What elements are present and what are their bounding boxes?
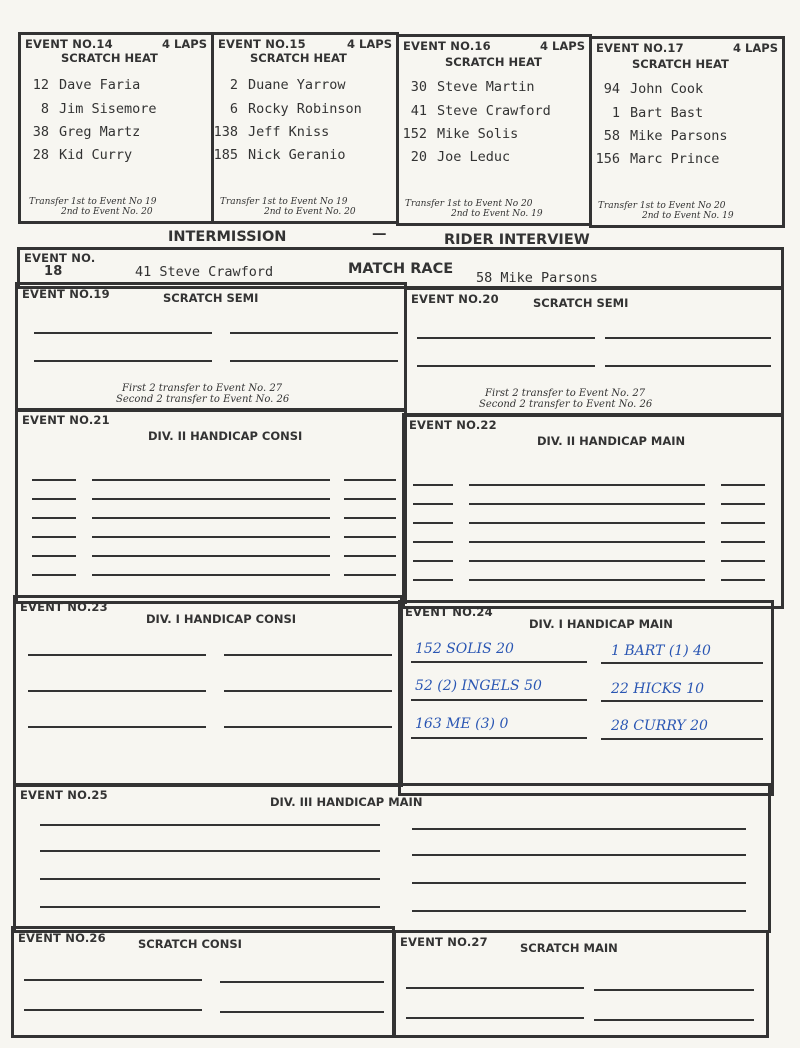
event-24-header: EVENT NO.24 <box>405 605 493 619</box>
event-17-box <box>589 36 785 228</box>
event-26-header: EVENT NO.26 <box>18 931 106 945</box>
entry-line <box>594 989 754 991</box>
entry-line <box>32 517 76 519</box>
event-27-type: SCRATCH MAIN <box>520 941 618 955</box>
entry-line <box>469 541 705 543</box>
event-16-box <box>396 34 592 226</box>
entry-line <box>469 522 705 524</box>
event-20-header: EVENT NO.20 <box>411 292 499 306</box>
entry-line <box>469 503 705 505</box>
rider-row: 138 Jeff Kniss <box>213 124 330 140</box>
entry-line <box>32 555 76 557</box>
entry-line <box>412 854 746 856</box>
entry-line <box>92 498 330 500</box>
transfer-note-2: Second 2 transfer to Event No. 26 <box>116 394 290 405</box>
event-15-box <box>211 32 399 224</box>
rider-row: 1 Bart Bast <box>611 105 704 121</box>
entry-line <box>721 579 765 581</box>
entry-line <box>28 654 206 656</box>
entry-line <box>413 560 453 562</box>
event-26-box <box>11 926 395 1038</box>
event-19-type: SCRATCH SEMI <box>163 291 259 305</box>
entry-line <box>594 1019 754 1021</box>
entry-line <box>92 536 330 538</box>
entry-line <box>721 541 765 543</box>
entry-line <box>344 517 396 519</box>
entry-line <box>721 560 765 562</box>
event-18-number: 18 <box>44 264 63 279</box>
match-race-title: MATCH RACE <box>348 261 454 277</box>
rider-row: 152 Mike Solis <box>402 126 519 142</box>
entry-line <box>40 824 380 826</box>
event-24-type: DIV. I HANDICAP MAIN <box>529 617 673 631</box>
event-21-box <box>15 408 407 604</box>
rider-row: 12 Dave Faria <box>32 77 141 93</box>
event-22-header: EVENT NO.22 <box>409 418 497 432</box>
entry-line <box>469 560 705 562</box>
rider-interview-label: RIDER INTERVIEW <box>444 232 590 248</box>
event-16-type: SCRATCH HEAT <box>445 55 542 69</box>
entry-line <box>721 522 765 524</box>
entry-line <box>413 541 453 543</box>
event-27-box <box>393 930 769 1038</box>
entry-line <box>344 555 396 557</box>
intermission-dash: — <box>372 226 387 242</box>
event-14-header: EVENT NO.14 <box>25 37 113 51</box>
entry-line <box>40 878 380 880</box>
entry-line <box>92 479 330 481</box>
rider-row: 6 Rocky Robinson <box>229 101 362 117</box>
transfer-note-1: Transfer 1st to Event No 19 <box>29 197 157 207</box>
handwritten-entry-right: 22 HICKS 10 <box>611 681 705 697</box>
transfer-note-2: Second 2 transfer to Event No. 26 <box>479 399 653 410</box>
handwritten-entry-right: 28 CURRY 20 <box>611 718 708 734</box>
entry-line <box>413 579 453 581</box>
transfer-note-1: Transfer 1st to Event No 20 <box>598 201 726 211</box>
event-25-header: EVENT NO.25 <box>20 788 108 802</box>
entry-line <box>28 690 206 692</box>
handwritten-entry-left: 152 SOLIS 20 <box>415 641 514 657</box>
entry-line <box>344 536 396 538</box>
event-19-box <box>15 282 407 412</box>
match-rider-2: 58 Mike Parsons <box>476 270 598 286</box>
transfer-note-2: 2nd to Event No. 20 <box>61 207 153 217</box>
event-22-type: DIV. II HANDICAP MAIN <box>537 434 686 448</box>
entry-line <box>92 517 330 519</box>
entry-line <box>224 654 392 656</box>
event-17-header: EVENT NO.17 <box>596 41 684 55</box>
entry-line <box>406 1017 584 1019</box>
event-14-laps: 4 LAPS <box>162 37 207 51</box>
entry-line <box>417 365 595 367</box>
entry-line <box>24 1009 202 1011</box>
match-rider-1: 41 Steve Crawford <box>135 264 274 280</box>
event-20-type: SCRATCH SEMI <box>533 296 629 310</box>
rider-row: 41 Steve Crawford <box>410 103 551 119</box>
entry-line <box>220 981 384 983</box>
transfer-note-1: First 2 transfer to Event No. 27 <box>485 388 646 399</box>
entry-line <box>230 360 398 362</box>
event-18-header: EVENT NO. <box>24 251 96 265</box>
transfer-note-1: Transfer 1st to Event No 19 <box>220 197 348 207</box>
event-20-box <box>404 287 784 417</box>
event-26-type: SCRATCH CONSI <box>138 937 242 951</box>
event-24-box <box>398 600 774 796</box>
transfer-note-2: 2nd to Event No. 19 <box>451 209 543 219</box>
entry-line <box>34 332 212 334</box>
event-23-type: DIV. I HANDICAP CONSI <box>146 612 297 626</box>
rider-row: 38 Greg Martz <box>32 124 141 140</box>
entry-line <box>344 574 396 576</box>
event-14-box <box>18 32 214 224</box>
entry-line <box>32 498 76 500</box>
rider-row: 156 Marc Prince <box>595 151 720 167</box>
event-15-type: SCRATCH HEAT <box>250 51 347 65</box>
entry-line <box>224 690 392 692</box>
entry-line <box>32 574 76 576</box>
entry-line <box>411 737 587 739</box>
entry-line <box>411 661 587 663</box>
rider-row: 94 John Cook <box>603 81 704 97</box>
entry-line <box>40 850 380 852</box>
rider-row: 8 Jim Sisemore <box>40 101 157 117</box>
entry-line <box>412 882 746 884</box>
event-23-box <box>13 595 403 787</box>
entry-line <box>32 479 76 481</box>
rider-row: 185 Nick Geranio <box>213 147 346 163</box>
event-23-header: EVENT NO.23 <box>20 600 108 614</box>
event-25-box <box>13 783 771 933</box>
transfer-note-1: First 2 transfer to Event No. 27 <box>122 383 283 394</box>
handwritten-entry-right: 1 BART (1) 40 <box>611 643 711 659</box>
transfer-note-2: 2nd to Event No. 20 <box>264 207 356 217</box>
rider-row: 30 Steve Martin <box>410 79 535 95</box>
event-25-type: DIV. III HANDICAP MAIN <box>270 795 423 809</box>
handwritten-entry-left: 163 ME (3) 0 <box>415 716 509 732</box>
entry-line <box>220 1011 384 1013</box>
rider-row: 28 Kid Curry <box>32 147 133 163</box>
entry-line <box>412 828 746 830</box>
rider-row: 2 Duane Yarrow <box>229 77 346 93</box>
rider-row: 58 Mike Parsons <box>603 128 728 144</box>
event-21-type: DIV. II HANDICAP CONSI <box>148 429 303 443</box>
transfer-note-1: Transfer 1st to Event No 20 <box>405 199 533 209</box>
entry-line <box>224 726 392 728</box>
entry-line <box>92 555 330 557</box>
entry-line <box>344 479 396 481</box>
event-19-header: EVENT NO.19 <box>22 287 110 301</box>
event-16-laps: 4 LAPS <box>540 39 585 53</box>
entry-line <box>601 662 763 664</box>
rider-row: 20 Joe Leduc <box>410 149 511 165</box>
entry-line <box>413 503 453 505</box>
handwritten-entry-left: 52 (2) INGELS 50 <box>415 678 542 694</box>
entry-line <box>721 484 765 486</box>
entry-line <box>605 337 771 339</box>
entry-line <box>413 484 453 486</box>
entry-line <box>469 484 705 486</box>
event-15-header: EVENT NO.15 <box>218 37 306 51</box>
event-27-header: EVENT NO.27 <box>400 935 488 949</box>
entry-line <box>413 522 453 524</box>
event-17-laps: 4 LAPS <box>733 41 778 55</box>
entry-line <box>344 498 396 500</box>
entry-line <box>411 699 587 701</box>
entry-line <box>28 726 206 728</box>
entry-line <box>34 360 212 362</box>
event-22-box <box>402 413 784 609</box>
intermission-label: INTERMISSION <box>168 229 287 245</box>
entry-line <box>92 574 330 576</box>
event-14-type: SCRATCH HEAT <box>61 51 158 65</box>
entry-line <box>721 503 765 505</box>
transfer-note-2: 2nd to Event No. 19 <box>642 211 734 221</box>
entry-line <box>605 365 771 367</box>
entry-line <box>32 536 76 538</box>
entry-line <box>417 337 595 339</box>
event-17-type: SCRATCH HEAT <box>632 57 729 71</box>
event-16-header: EVENT NO.16 <box>403 39 491 53</box>
entry-line <box>601 738 763 740</box>
entry-line <box>230 332 398 334</box>
entry-line <box>40 906 380 908</box>
entry-line <box>406 987 584 989</box>
event-21-header: EVENT NO.21 <box>22 413 110 427</box>
entry-line <box>412 910 746 912</box>
event-15-laps: 4 LAPS <box>347 37 392 51</box>
entry-line <box>601 700 763 702</box>
entry-line <box>469 579 705 581</box>
entry-line <box>24 979 202 981</box>
